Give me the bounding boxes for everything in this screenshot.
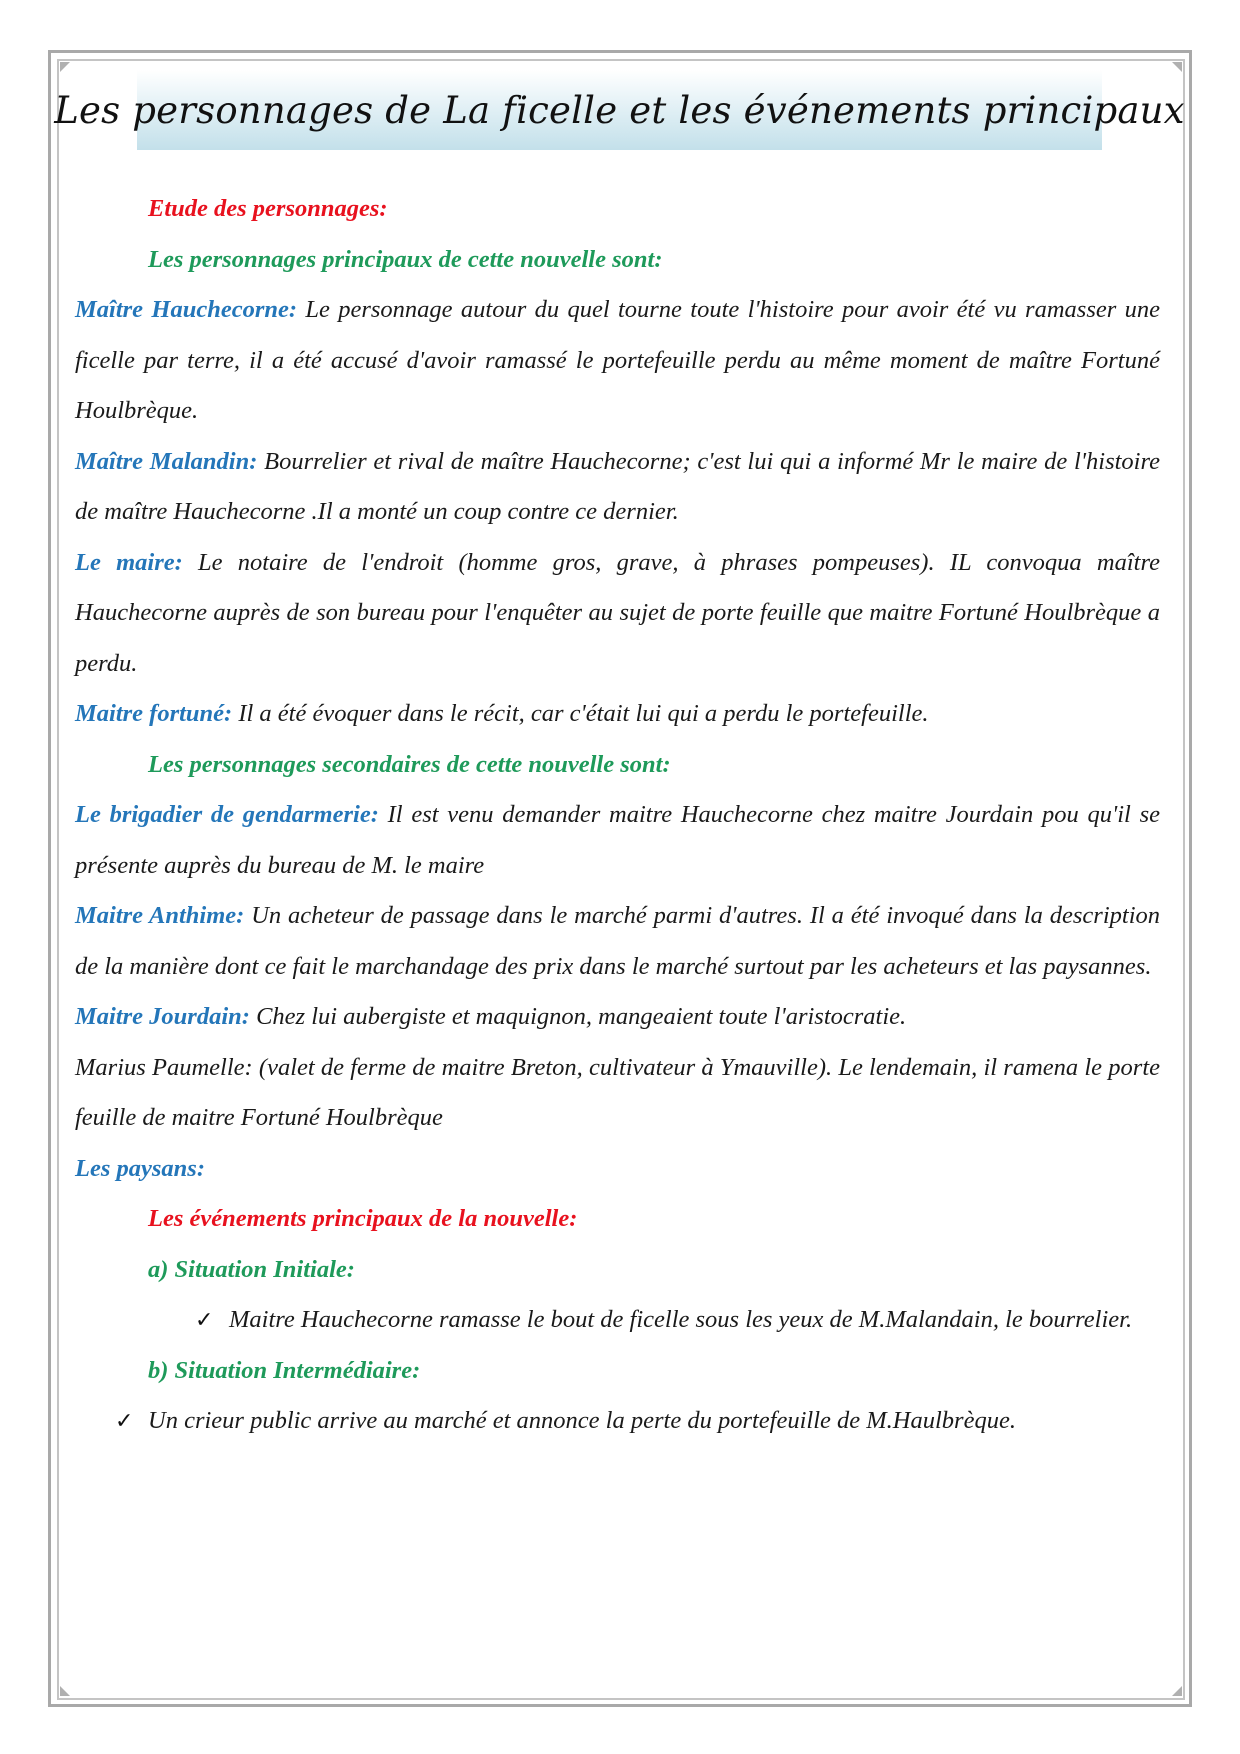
document-body: [75, 184, 1160, 1447]
title-banner: [54, 70, 1185, 150]
situation-initiale-item: [75, 1295, 1160, 1346]
character-entry: [75, 992, 1160, 1043]
character-description: Le personnage autour du quel tourne toute l'histoire pour avoir été vu ramasser une ficelle par terre, il a été accusé d'avoir ramassé le portefeuille perdu au même moment de maître Fortuné Houlbrèque.: [75, 296, 1160, 424]
character-name: Maître Hauchecorne:: [75, 296, 298, 323]
character-entry: [75, 790, 1160, 891]
check-icon: ✓: [195, 1307, 214, 1332]
character-entry: [75, 285, 1160, 437]
bullet-text: Un crieur public arrive au marché et annonce la perte du portefeuille de M.Haulbrèque.: [148, 1407, 1016, 1434]
character-description: Chez lui aubergiste et maquignon, mangeaient toute l'aristocratie.: [249, 1003, 907, 1030]
character-description: Le notaire de l'endroit (homme gros, grave, à phrases pompeuses). IL convoqua maître Hauchecorne auprès de son bureau pour l'enquêter au sujet de porte feuille que maitre Fortuné Houlbrèque a perdu.: [75, 548, 1160, 677]
secondaires-heading: Les personnages secondaires de cette nouvelle sont:: [148, 750, 671, 778]
etude-heading: Etude des personnages:: [148, 195, 388, 222]
character-entry: [75, 437, 1160, 538]
corner-ornament: [1172, 62, 1182, 72]
character-entry: [75, 891, 1160, 992]
character-entry: [75, 538, 1160, 690]
situation-initiale-label: a) Situation Initiale:: [148, 1255, 355, 1283]
character-description: Un acheteur de passage dans le marché parmi d'autres. Il a été invoqué dans la description de la manière dont ce fait le marchandage des prix dans le marché surtout par les acheteurs et las paysannes.: [75, 902, 1160, 980]
character-name: Maitre Anthime:: [75, 902, 245, 929]
check-icon: ✓: [115, 1408, 134, 1433]
character-name: Maitre Jourdain:: [75, 1003, 250, 1030]
character-entry: [75, 689, 1160, 740]
character-name: Maitre fortuné:: [75, 700, 233, 727]
character-name: Le maire:: [75, 548, 183, 576]
situation-intermediaire-label: b) Situation Intermédiaire:: [148, 1356, 421, 1384]
principaux-heading: Les personnages principaux de cette nouvelle sont:: [148, 245, 663, 273]
situation-intermediaire-item: [75, 1396, 1160, 1447]
page-title: Les personnages de La ficelle et les événements principaux: [54, 88, 1185, 132]
character-description: Bourrelier et rival de maître Hauchecorne; c'est lui qui a informé Mr le maire de l'histoire de maître Hauchecorne .Il a monté un coup contre ce dernier.: [75, 447, 1160, 525]
character-name: Le brigadier de gendarmerie:: [75, 801, 379, 828]
character-description: Il est venu demander maitre Hauchecorne chez maitre Jourdain pou qu'il se présente auprès du bureau de M. le maire: [75, 801, 1160, 879]
corner-ornament: [1172, 1686, 1182, 1696]
corner-ornament: [60, 1686, 70, 1696]
marius-entry: Marius Paumelle: (valet de ferme de maitre Breton, cultivateur à Ymauville). Le lendemain, il ramena le porte feuille de maitre Fortuné Houlbrèque: [75, 1053, 1160, 1131]
bullet-text: Maitre Hauchecorne ramasse le bout de ficelle sous les yeux de M.Malandain, le bourrelier.: [229, 1306, 1133, 1333]
evenements-heading: Les événements principaux de la nouvelle:: [148, 1205, 578, 1232]
corner-ornament: [60, 62, 70, 72]
paysans-heading: Les paysans:: [75, 1154, 205, 1182]
character-description: Il a été évoquer dans le récit, car c'était lui qui a perdu le portefeuille.: [232, 700, 929, 727]
character-name: Maître Malandin:: [75, 447, 258, 475]
